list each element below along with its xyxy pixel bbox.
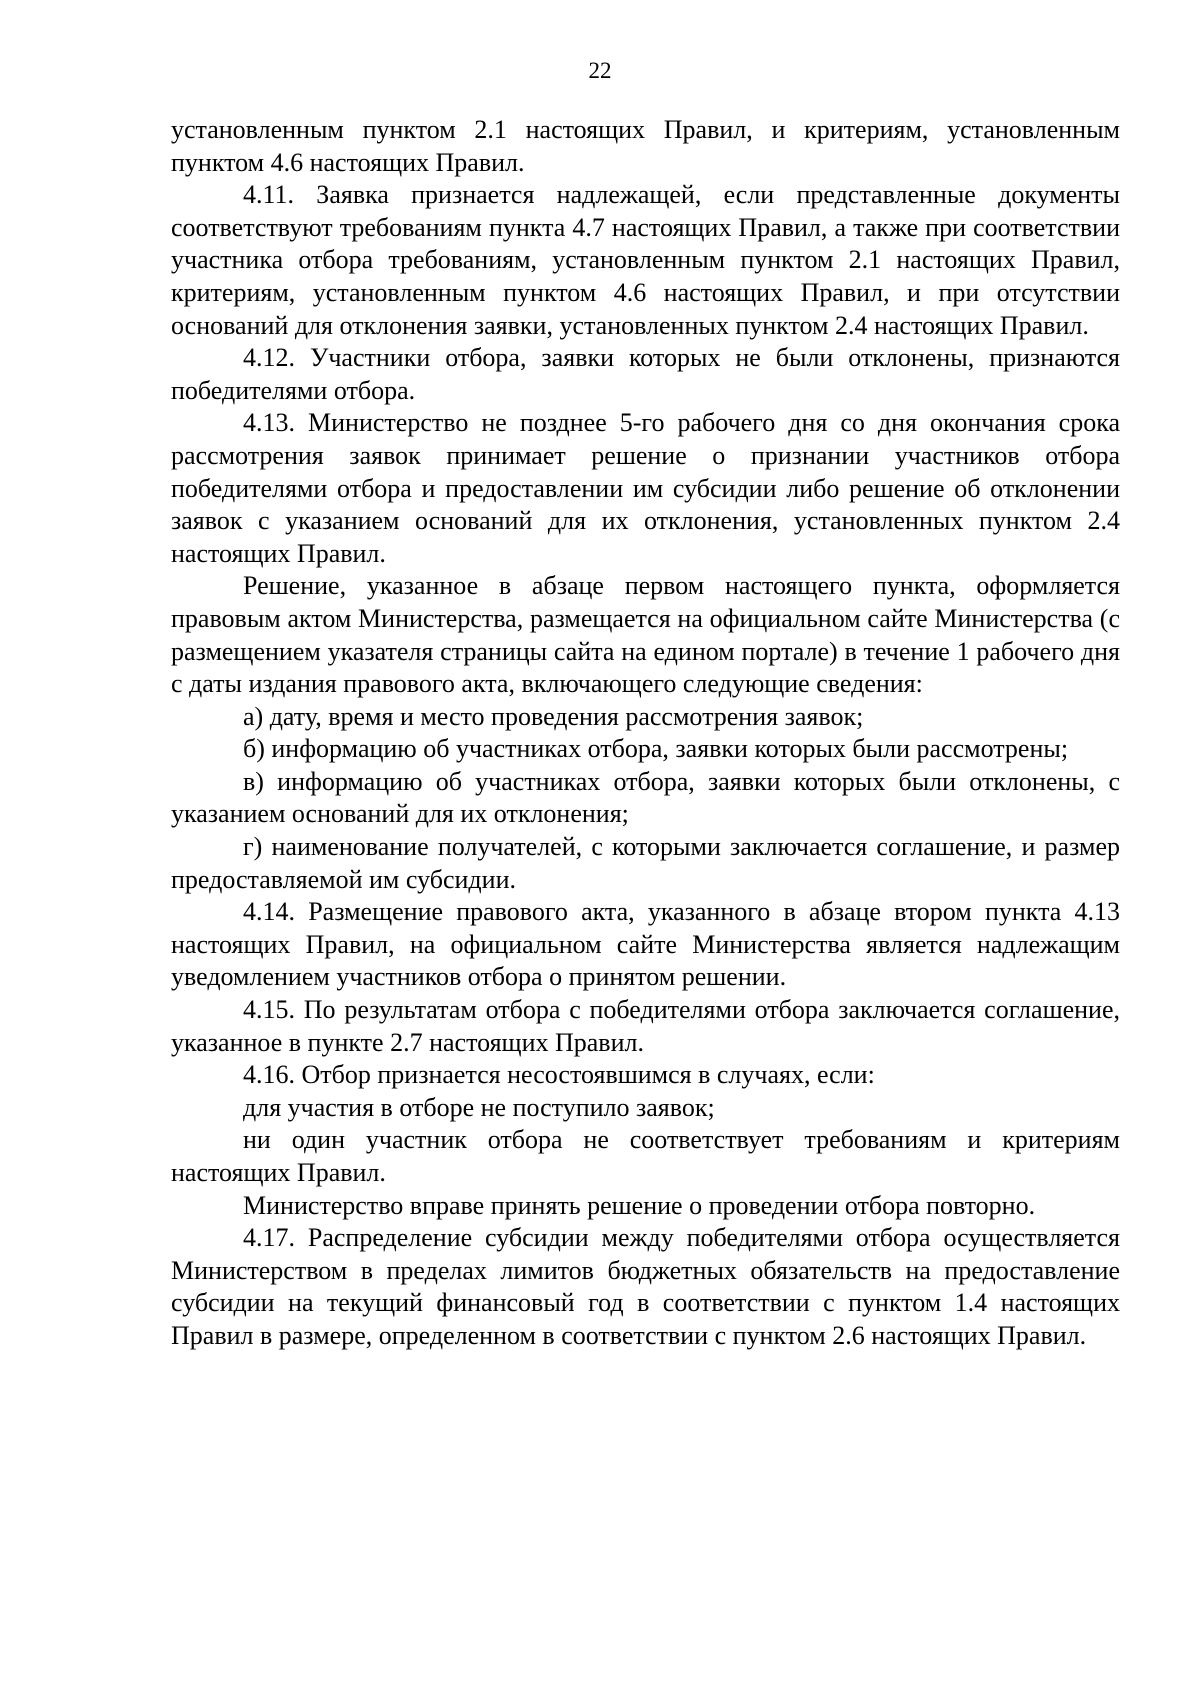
paragraph-4-15: 4.15. По результатам отбора с победителями отбора заключается соглашение, указанное в пункте 2.7 настоящих Правил. [171,995,1120,1057]
paragraph-4-16: 4.16. Отбор признается несостоявшимся в случаях, если: [243,1060,875,1090]
paragraph-4-16-case-2: ни один участник отбора не соответствует требованиям и критериям настоящих Правил. [171,1125,1120,1187]
paragraph-4-17: 4.17. Распределение субсидии между победителями отбора осуществляется Министерством в пределах лимитов бюджетных обязательств на предоставление субсидии на текущий финансовый год в соответствии с пунктом 1.4 настоящих Правил в размере, определенном в соответствии с пунктом 2.6 настоящих Правил. [171,1223,1120,1350]
paragraph-4-11: 4.11. Заявка признается надлежащей, если представленные документы соответствуют требованиям пункта 4.7 настоящих Правил, а также при соответствии участника отбора требованиям, установленным пунктом 2.1 настоящих Правил, критериям, установленным пунктом 4.6 настоящих Правил, и при отсутствии оснований для отклонения заявки, установленных пунктом 2.4 настоящих Правил. [171,180,1120,340]
paragraph-4-13-decision: Решение, указанное в абзаце первом настоящего пункта, оформляется правовым актом Министерства, размещается на официальном сайте Министерства (с размещением указателя страницы сайта на едином портале) в течение 1 рабочего дня с даты издания правового акта, включающего следующие сведения: [171,571,1120,699]
list-item-b: б) информацию об участниках отбора, заявки которых были рассмотрены; [243,734,1069,764]
list-item-g: г) наименование получателей, с которыми заключается соглашение, и размер предоставляемой им субсидии. [171,832,1120,894]
paragraph-4-12: 4.12. Участники отбора, заявки которых не были отклонены, признаются победителями отбора. [171,343,1120,405]
list-item-a: а) дату, время и место проведения рассмотрения заявок; [243,701,864,731]
page-number: 22 [588,58,612,83]
list-item-v: в) информацию об участниках отбора, заявки которых были отклонены, с указанием оснований для их отклонения; [171,766,1120,829]
paragraph-4-13: 4.13. Министерство не позднее 5-го рабочего дня со дня окончания срока рассмотрения заявок принимает решение о признании участников отбора победителями отбора и предоставлении им субсидии либо решение об отклонении заявок с указанием оснований для их отклонения, установленных пунктом 2.4 настоящих Правил. [171,408,1120,568]
paragraph-repeat-selection: Министерство вправе принять решение о проведении отбора повторно. [243,1190,1036,1220]
paragraph-continuation-rules-criteria: установленным пунктом 2.1 настоящих Правил, и критериям, установленным пунктом 4.6 настоящих Правил. [171,115,1120,177]
paragraph-4-16-case-1: для участия в отборе не поступило заявок; [243,1092,715,1122]
paragraph-4-14: 4.14. Размещение правового акта, указанного в абзаце втором пункта 4.13 настоящих Правил, на официальном сайте Министерства является надлежащим уведомлением участников отбора о принятом решении. [171,897,1120,992]
document-body [171,114,1120,1353]
